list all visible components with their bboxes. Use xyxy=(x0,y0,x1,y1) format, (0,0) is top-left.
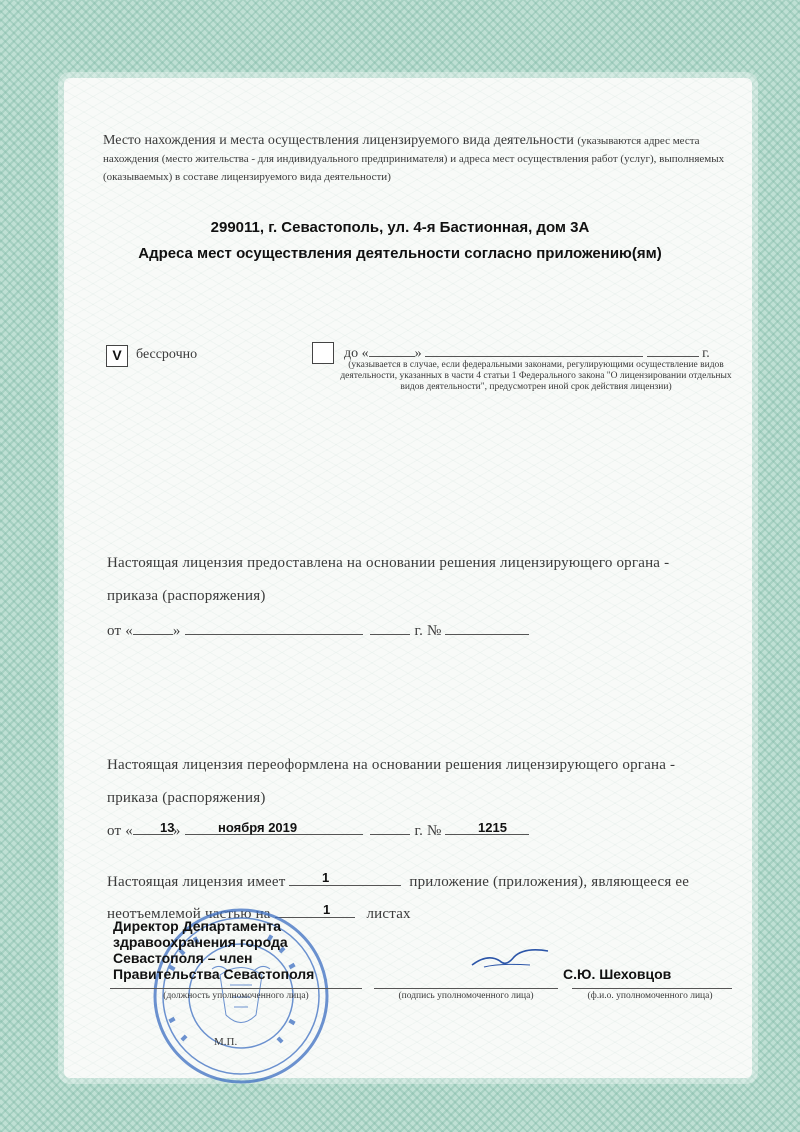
granted-year-label: г. № xyxy=(414,623,442,639)
granted-quote-close: » xyxy=(172,623,181,639)
name-line xyxy=(572,988,732,989)
until-note: (указывается в случае, если федеральными законами, регулирующими осуществление видов деятельности, указанных в части 4 статьи 1 Федерального закона "О лицензировании отдельных видов деятельности", предусмотрен иной срок действия лицензии) xyxy=(340,360,732,392)
reissued-order-number: 1215 xyxy=(478,820,507,835)
position-caption: (должность уполномоченного лица) xyxy=(163,991,309,1001)
permanent-check-mark: V xyxy=(112,347,122,363)
granted-month-blank xyxy=(185,622,363,635)
signer-position: Директор Департамента здравоохранения города Севастополя – член Правительства Севастополя xyxy=(113,918,315,982)
granted-year-blank xyxy=(370,622,410,635)
until-year-suffix: г. xyxy=(702,346,710,361)
until-checkbox xyxy=(312,342,334,364)
annex-count-line xyxy=(107,873,735,891)
reissued-from: от « xyxy=(107,823,133,839)
granted-order-label: приказа (распоряжения) xyxy=(107,588,266,604)
location-heading xyxy=(103,132,733,186)
reissued-day: 13 xyxy=(160,820,175,835)
reissued-quote-close: » xyxy=(172,823,181,839)
reissued-year-label: г. № xyxy=(414,823,442,839)
name-caption: (ф.и.о. уполномоченного лица) xyxy=(587,991,713,1001)
location-heading-main: Место нахождения и места осуществления лицензируемого вида деятельности xyxy=(103,133,574,148)
until-month-blank xyxy=(425,344,643,357)
annex-sheets-end: листах xyxy=(366,906,411,922)
until-prefix: до « xyxy=(344,346,369,361)
until-quote-close: » xyxy=(414,346,422,361)
activity-addresses-line: Адреса мест осуществления деятельности согласно приложению(ям) xyxy=(138,245,662,262)
granted-day-blank xyxy=(133,622,173,635)
reissued-order-label: приказа (распоряжения) xyxy=(107,790,266,806)
granted-basis-line: Настоящая лицензия предоставлена на основании решения лицензирующего органа - xyxy=(107,555,670,571)
permanent-label: бессрочно xyxy=(136,347,198,362)
position-line xyxy=(110,988,362,989)
until-day-blank xyxy=(369,344,415,357)
annex-line-end: приложение (приложения), являющееся ее xyxy=(409,874,690,890)
until-year-blank xyxy=(647,344,699,357)
annex-count-blank xyxy=(289,873,401,886)
handwritten-signature xyxy=(470,943,550,971)
reissued-month-year: ноября 2019 xyxy=(218,820,298,835)
annex-sheets-start: неотъемлемой частью на xyxy=(107,906,271,922)
reissued-basis-line: Настоящая лицензия переоформлена на основании решения лицензирующего органа - xyxy=(107,757,676,773)
reissued-date-line xyxy=(107,822,735,840)
granted-from: от « xyxy=(107,623,133,639)
granted-date-line xyxy=(107,622,735,640)
annex-line-start: Настоящая лицензия имеет xyxy=(107,874,286,890)
annex-count: 1 xyxy=(322,870,330,885)
address-line: 299011, г. Севастополь, ул. 4-я Бастионная, дом 3А xyxy=(210,219,590,236)
signer-name: С.Ю. Шеховцов xyxy=(563,966,672,982)
signature-caption: (подпись уполномоченного лица) xyxy=(398,991,534,1001)
granted-number-blank xyxy=(445,622,529,635)
location-heading-note: (указываются адрес места нахождения (место жительства - для индивидуального предпринимателя) и адреса мест осуществления работ (услуг), выполняемых (оказываемых) в составе лицензируемого вида деятельности) xyxy=(103,135,725,183)
signature-line xyxy=(374,988,558,989)
annex-sheets: 1 xyxy=(323,902,331,917)
permanent-checkbox xyxy=(106,345,128,367)
stamp-place-label: М.П. xyxy=(214,1036,238,1048)
reissued-year-blank xyxy=(370,822,410,835)
